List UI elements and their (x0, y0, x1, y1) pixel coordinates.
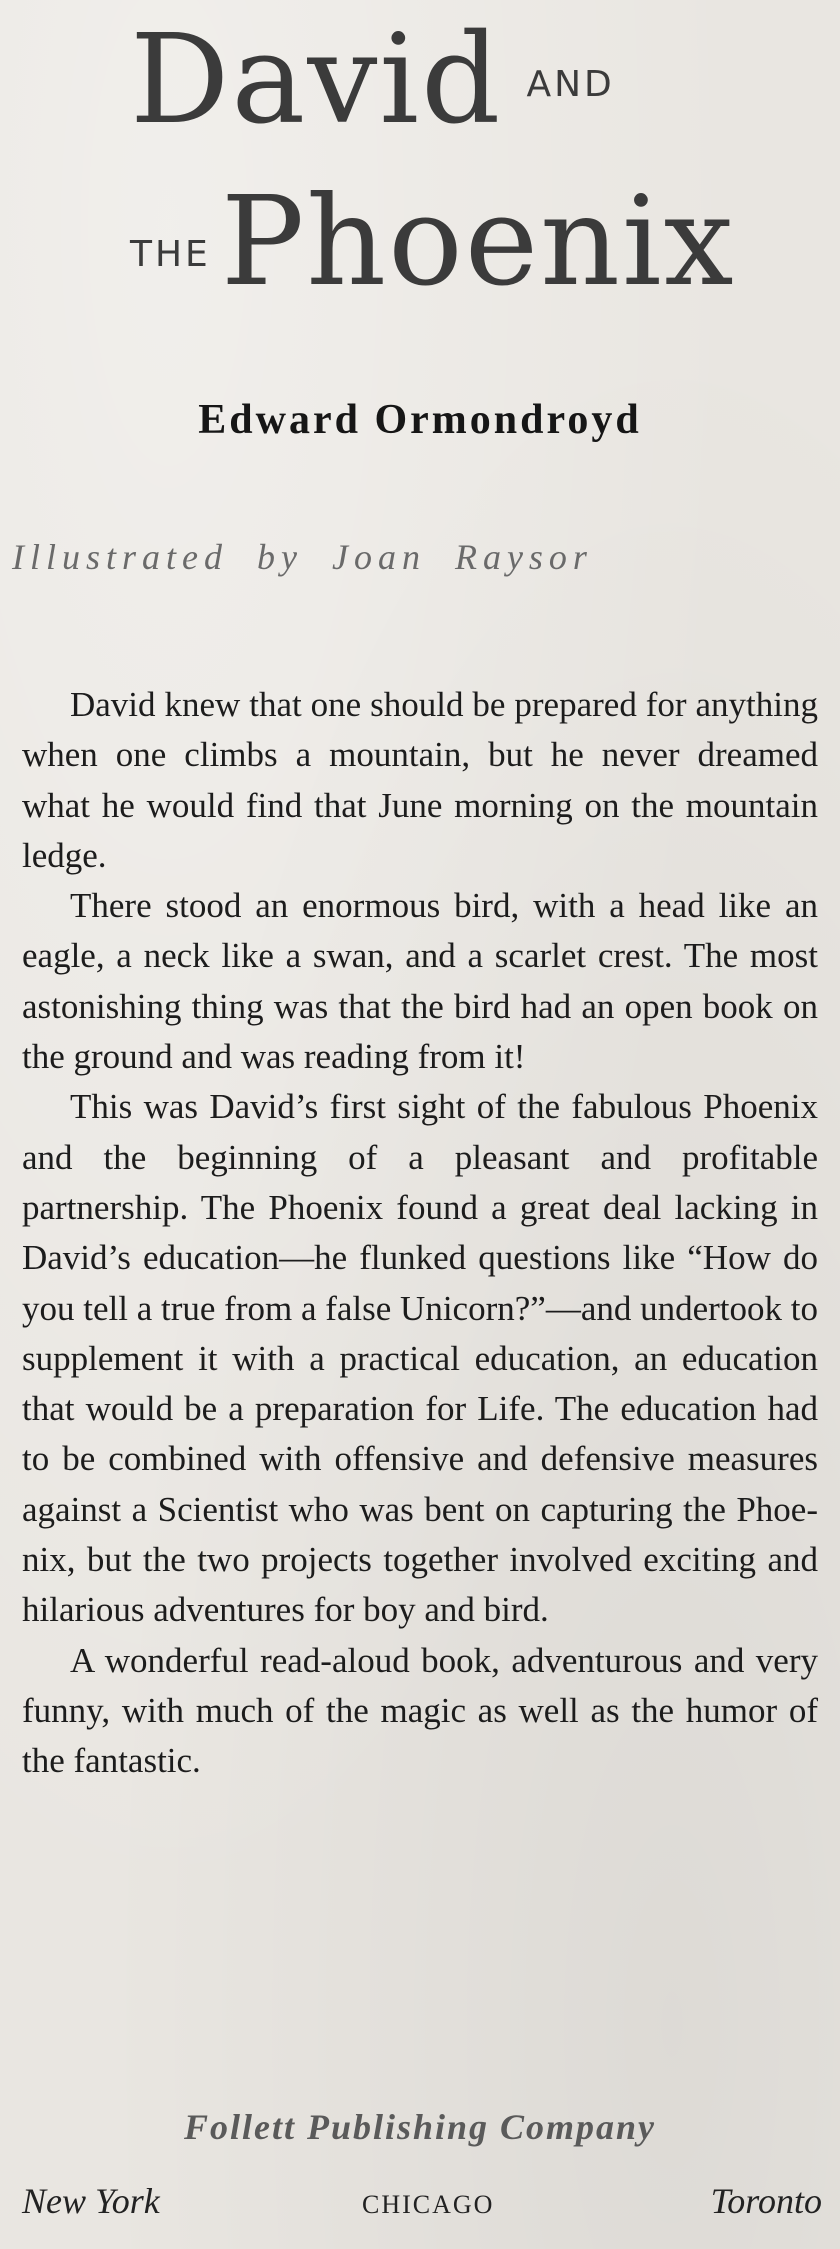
blurb-paragraph: A wonderful read-aloud book, adventurous and very funny, with much of the magic as well as the humor of the fantastic. (22, 1640, 818, 1781)
blurb-paragraph: This was David’s first sight of the fabulous Phoenix and the beginning of a pleasant and profitable partnership. The Phoenix found a great deal lacking in David’s education—he flunked questions like “How do you tell a true from a false Unicorn?”—and undertook to supplement it with a practical education, an education that would be a preparation for Life. The education had to be combined with offensive and defensive measures against a Scientist who was bent on capturing the Phoenix, but the two projects together involved exciting and hilarious adventures for boy and bird. (22, 1087, 818, 1630)
title-word-the: THE (130, 233, 211, 275)
city-toronto: Toronto (710, 2181, 822, 2221)
blurb-text (22, 680, 818, 1787)
title-word-phoenix: Phoenix (220, 170, 736, 314)
title-line-2 (130, 170, 736, 314)
blurb-paragraph: David knew that one should be prepared for anything when one climbs a mountain, but he never dreamed what he would find that June morning on the mountain ledge. (22, 685, 818, 875)
title-word-david: David (130, 8, 503, 152)
title-line-1 (130, 8, 615, 152)
city-new-york: New York (22, 2181, 160, 2221)
blurb-paragraph: There stood an enormous bird, with a head like an eagle, a neck like a swan, and a scarlet crest. The most astonishing thing was that the bird had an open book on the ground and was reading from it! (22, 886, 818, 1077)
illustrator-credit: Illustrated by Joan Raysor (12, 537, 593, 577)
publisher-cities (22, 2180, 822, 2230)
title-word-and: AND (526, 63, 615, 105)
author-name: Edward Ormondroyd (198, 397, 642, 443)
city-chicago: CHICAGO (362, 2190, 495, 2219)
publisher-name: Follett Publishing Company (183, 2107, 657, 2147)
